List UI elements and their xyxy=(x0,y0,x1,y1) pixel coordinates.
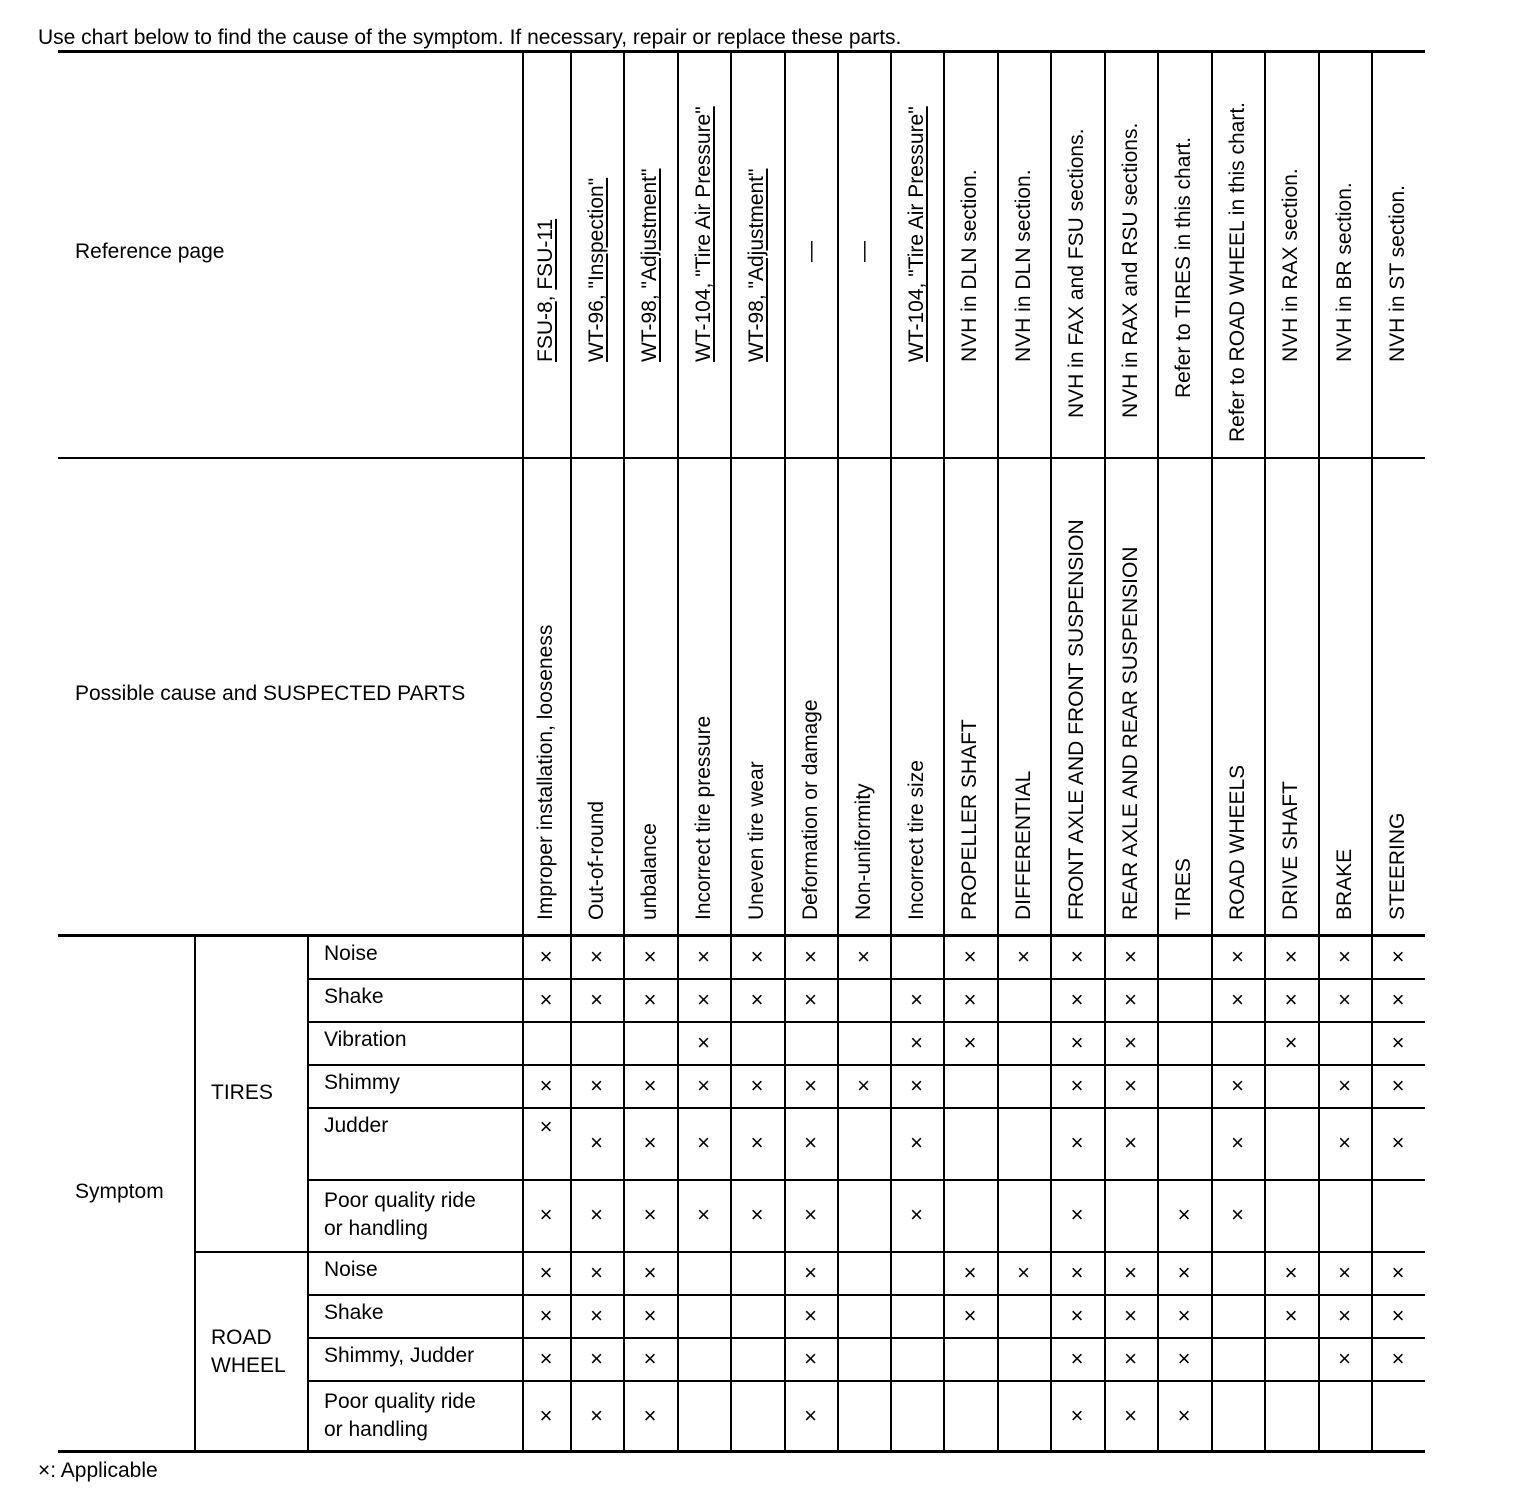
applicable-mark: × xyxy=(1338,1130,1351,1155)
reference-page-7: — xyxy=(851,241,875,262)
applicable-mark: × xyxy=(1070,1202,1084,1227)
applicable-mark: × xyxy=(1124,943,1137,969)
applicable-mark: × xyxy=(590,1072,603,1098)
applicable-mark: × xyxy=(590,1302,603,1328)
legend: ×: Applicable xyxy=(38,1459,158,1482)
reference-page-16: NVH in BR section. xyxy=(1332,182,1356,362)
cause-3: unbalance xyxy=(638,823,661,920)
applicable-mark: × xyxy=(539,986,553,1012)
applicable-mark: × xyxy=(539,1302,553,1328)
symptom-label-line: Poor quality ride xyxy=(324,1390,476,1413)
symptom-label-line: Shimmy, Judder xyxy=(324,1344,475,1367)
applicable-mark: × xyxy=(590,943,603,969)
cause-8: Incorrect tire size xyxy=(904,760,928,920)
row-divider xyxy=(307,1021,1425,1023)
applicable-mark: × xyxy=(804,1403,817,1428)
applicable-mark: × xyxy=(697,986,710,1012)
applicable-mark: × xyxy=(1070,986,1084,1012)
applicable-mark: × xyxy=(963,1259,977,1285)
reference-page-5[interactable]: WT-98, "Adjustment" xyxy=(745,168,768,362)
row-divider xyxy=(307,978,1425,980)
cause-5: Uneven tire wear xyxy=(745,761,768,920)
applicable-mark: × xyxy=(1124,1302,1137,1328)
cause-17: STEERING xyxy=(1386,812,1409,920)
applicable-mark: × xyxy=(1177,1259,1191,1285)
reference-page-4[interactable]: WT-104, "Tire Air Pressure" xyxy=(691,106,715,362)
symptom-label-line: Poor quality ride xyxy=(324,1189,476,1212)
applicable-mark: × xyxy=(1391,1259,1405,1285)
reference-page-1[interactable]: FSU-8, FSU-11 xyxy=(534,218,557,362)
column-divider xyxy=(570,52,572,1452)
applicable-mark: × xyxy=(804,1130,817,1155)
row-divider xyxy=(307,1337,1425,1339)
applicable-mark: × xyxy=(643,986,657,1012)
applicable-mark: × xyxy=(1338,1345,1351,1371)
symptom-label-line: Judder xyxy=(324,1114,389,1137)
applicable-mark: × xyxy=(750,1130,764,1155)
applicable-mark: × xyxy=(590,1403,603,1428)
reference-page-15: NVH in RAX section. xyxy=(1279,168,1302,362)
applicable-mark: × xyxy=(590,986,603,1012)
applicable-mark: × xyxy=(963,943,977,969)
applicable-mark: × xyxy=(1231,1130,1244,1155)
applicable-mark: × xyxy=(1017,943,1030,969)
symptom-divider xyxy=(307,935,309,1452)
column-divider xyxy=(943,52,945,1452)
cause-14: ROAD WHEELS xyxy=(1225,764,1249,920)
cause-12: REAR AXLE AND REAR SUSPENSION xyxy=(1118,546,1142,920)
applicable-mark: × xyxy=(750,1072,764,1098)
applicable-mark: × xyxy=(1338,1259,1351,1285)
row-divider xyxy=(307,1179,1425,1181)
applicable-mark: × xyxy=(1070,1130,1084,1155)
applicable-mark: × xyxy=(804,986,817,1012)
applicable-mark: × xyxy=(1231,943,1244,969)
applicable-mark: × xyxy=(1124,1259,1137,1285)
symptom-label-line: Shake xyxy=(324,1301,384,1324)
applicable-mark: × xyxy=(643,1130,657,1155)
applicable-mark: × xyxy=(804,1345,817,1371)
cause-10: DIFFERENTIAL xyxy=(1011,770,1035,920)
applicable-mark: × xyxy=(539,1259,553,1285)
column-divider xyxy=(1211,52,1213,1452)
applicable-mark: × xyxy=(697,943,710,969)
applicable-mark: × xyxy=(1284,1029,1298,1055)
symptom-row-label xyxy=(324,1026,407,1054)
symptom-row-label xyxy=(324,1112,388,1140)
category-label-line: ROAD xyxy=(211,1325,272,1349)
reference-page-3[interactable]: WT-98, "Adjustment" xyxy=(638,168,661,362)
intro-text: Use chart below to find the cause of the symptom. If necessary, repair or replace these parts. xyxy=(38,26,902,49)
cause-6: Deformation or damage xyxy=(798,699,822,920)
applicable-mark: × xyxy=(643,1202,657,1227)
applicable-mark: × xyxy=(1177,1403,1191,1428)
column-divider xyxy=(1264,52,1266,1452)
applicable-mark: × xyxy=(1231,986,1244,1012)
applicable-mark: × xyxy=(1070,1259,1084,1285)
applicable-mark: × xyxy=(963,1029,977,1055)
reference-page-13: Refer to TIRES in this chart. xyxy=(1172,136,1195,398)
reference-page-10: NVH in DLN section. xyxy=(1011,169,1035,362)
applicable-mark: × xyxy=(1124,1403,1137,1428)
column-divider xyxy=(890,52,892,1452)
column-divider xyxy=(522,52,524,1452)
applicable-mark: × xyxy=(1284,1302,1298,1328)
reference-page-2[interactable]: WT-96, "Inspection" xyxy=(584,177,608,362)
symptom-label-line: Noise xyxy=(324,942,378,965)
symptom-label-line: Shimmy xyxy=(324,1071,400,1094)
applicable-mark: × xyxy=(804,1259,817,1285)
applicable-mark: × xyxy=(1284,986,1298,1012)
applicable-mark: × xyxy=(697,1202,710,1227)
applicable-mark: × xyxy=(643,1345,657,1371)
applicable-mark: × xyxy=(963,1302,977,1328)
applicable-mark: × xyxy=(643,1259,657,1285)
applicable-mark: × xyxy=(1338,986,1351,1012)
applicable-mark: × xyxy=(1124,1345,1137,1371)
symptom-row-label xyxy=(324,1299,384,1327)
applicable-mark: × xyxy=(1177,1202,1191,1227)
applicable-mark: × xyxy=(910,986,923,1012)
applicable-mark: × xyxy=(643,1302,657,1328)
applicable-mark: × xyxy=(1177,1302,1191,1328)
row-divider xyxy=(194,1251,1425,1253)
symptom-label-line: or handling xyxy=(324,1418,428,1441)
category-label-line: TIRES xyxy=(211,1081,273,1104)
row-divider xyxy=(307,1107,1425,1109)
applicable-mark: × xyxy=(590,1130,603,1155)
top-border xyxy=(58,50,1425,53)
symptom-label-line: Shake xyxy=(324,985,384,1008)
applicable-mark: × xyxy=(697,1029,710,1055)
column-divider xyxy=(677,52,679,1452)
column-divider xyxy=(1104,52,1106,1452)
applicable-mark: × xyxy=(1124,1029,1137,1055)
applicable-mark: × xyxy=(1284,1259,1298,1285)
applicable-mark: × xyxy=(963,986,977,1012)
column-divider xyxy=(1371,52,1373,1452)
applicable-mark: × xyxy=(697,1130,710,1155)
applicable-mark: × xyxy=(1070,1345,1084,1371)
cause-4: Incorrect tire pressure xyxy=(691,715,715,920)
applicable-mark: × xyxy=(804,1202,817,1227)
reference-page-6: — xyxy=(798,241,822,262)
applicable-mark: × xyxy=(750,1202,764,1227)
symptom-row-label xyxy=(324,983,384,1011)
applicable-mark: × xyxy=(1338,1302,1351,1328)
applicable-mark: × xyxy=(910,1072,923,1098)
row-divider xyxy=(307,1294,1425,1296)
applicable-mark: × xyxy=(590,1259,603,1285)
applicable-mark: × xyxy=(804,1302,817,1328)
reference-page-17: NVH in ST section. xyxy=(1386,184,1409,362)
applicable-mark: × xyxy=(1391,1302,1405,1328)
cause-13: TIRES xyxy=(1172,858,1195,920)
applicable-mark: × xyxy=(1284,943,1298,969)
applicable-mark: × xyxy=(539,1202,553,1227)
applicable-mark: × xyxy=(539,1345,553,1371)
applicable-mark: × xyxy=(1177,1345,1191,1371)
applicable-mark: × xyxy=(643,1403,657,1428)
cause-2: Out-of-round xyxy=(584,800,608,920)
cause-15: DRIVE SHAFT xyxy=(1279,781,1302,920)
symptom-label-line: Vibration xyxy=(324,1028,407,1051)
applicable-mark: × xyxy=(1391,986,1405,1012)
symptom-row-label xyxy=(324,940,378,968)
header-divider xyxy=(58,934,1425,937)
column-divider xyxy=(784,52,786,1452)
row-divider xyxy=(307,1380,1425,1382)
applicable-mark: × xyxy=(1391,1130,1405,1155)
applicable-mark: × xyxy=(804,943,817,969)
row-divider xyxy=(307,1064,1425,1066)
applicable-mark: × xyxy=(1070,1302,1084,1328)
cause-16: BRAKE xyxy=(1332,848,1356,920)
applicable-mark: × xyxy=(697,1072,710,1098)
applicable-mark: × xyxy=(1391,1345,1405,1371)
applicable-mark: × xyxy=(750,986,764,1012)
category-road-wheel xyxy=(211,1324,286,1380)
applicable-mark: × xyxy=(590,1202,603,1227)
applicable-mark: × xyxy=(539,1403,553,1428)
column-divider xyxy=(1157,52,1159,1452)
symptom-label: Symptom xyxy=(75,1180,164,1203)
column-divider xyxy=(837,52,839,1452)
applicable-mark: × xyxy=(1391,1029,1405,1055)
applicable-mark: × xyxy=(910,1130,923,1155)
cause-1: Improper installation, looseness xyxy=(534,624,557,920)
symptom-row-label xyxy=(324,1187,476,1243)
bottom-border xyxy=(58,1450,1425,1453)
applicable-mark: × xyxy=(539,943,553,969)
symptom-row-label xyxy=(324,1256,378,1284)
applicable-mark: × xyxy=(1338,1072,1351,1098)
symptom-row-label xyxy=(324,1069,400,1097)
applicable-mark: × xyxy=(1338,943,1351,969)
applicable-mark: × xyxy=(1070,1403,1084,1428)
possible-cause-label: Possible cause and SUSPECTED PARTS xyxy=(75,682,466,705)
applicable-mark: × xyxy=(1070,1072,1084,1098)
applicable-mark: × xyxy=(1391,943,1405,969)
category-tires xyxy=(211,1079,273,1107)
applicable-mark: × xyxy=(643,1072,657,1098)
column-divider xyxy=(730,52,732,1452)
reference-page-9: NVH in DLN section. xyxy=(958,169,981,362)
category-divider xyxy=(194,935,196,1452)
reference-page-11: NVH in FAX and FSU sections. xyxy=(1065,128,1088,418)
applicable-mark: × xyxy=(1391,1072,1405,1098)
applicable-mark: × xyxy=(1124,1130,1137,1155)
reference-page-8[interactable]: WT-104, "Tire Air Pressure" xyxy=(904,106,928,362)
applicable-mark: × xyxy=(1124,1072,1137,1098)
symptom-label-line: Noise xyxy=(324,1258,378,1281)
applicable-mark: × xyxy=(539,1072,553,1098)
reference-page-label: Reference page xyxy=(75,240,225,263)
applicable-mark: × xyxy=(804,1072,817,1098)
reference-page-14: Refer to ROAD WHEEL in this chart. xyxy=(1225,102,1249,442)
category-label-line: WHEEL xyxy=(211,1353,286,1377)
reference-page-12: NVH in RAX and RSU sections. xyxy=(1118,122,1142,418)
column-divider xyxy=(1050,52,1052,1452)
applicable-mark: × xyxy=(910,1202,923,1227)
applicable-mark: × xyxy=(539,1114,553,1139)
applicable-mark: × xyxy=(910,1029,923,1055)
applicable-mark: × xyxy=(1231,1072,1244,1098)
symptom-row-label xyxy=(324,1388,476,1444)
column-divider xyxy=(997,52,999,1452)
column-divider xyxy=(623,52,625,1452)
applicable-mark: × xyxy=(1124,986,1137,1012)
applicable-mark: × xyxy=(643,943,657,969)
applicable-mark: × xyxy=(1070,943,1084,969)
applicable-mark: × xyxy=(1231,1202,1244,1227)
applicable-mark: × xyxy=(857,943,870,969)
symptom-row-label xyxy=(324,1342,474,1370)
symptom-label-line: or handling xyxy=(324,1217,428,1240)
column-divider xyxy=(1318,52,1320,1452)
cause-7: Non-uniformity xyxy=(851,783,875,920)
applicable-mark: × xyxy=(750,943,764,969)
applicable-mark: × xyxy=(1017,1259,1030,1285)
cause-11: FRONT AXLE AND FRONT SUSPENSION xyxy=(1065,519,1088,920)
applicable-mark: × xyxy=(1070,1029,1084,1055)
reference-divider xyxy=(58,457,1425,459)
applicable-mark: × xyxy=(857,1072,870,1098)
applicable-mark: × xyxy=(590,1345,603,1371)
cause-9: PROPELLER SHAFT xyxy=(958,719,981,920)
